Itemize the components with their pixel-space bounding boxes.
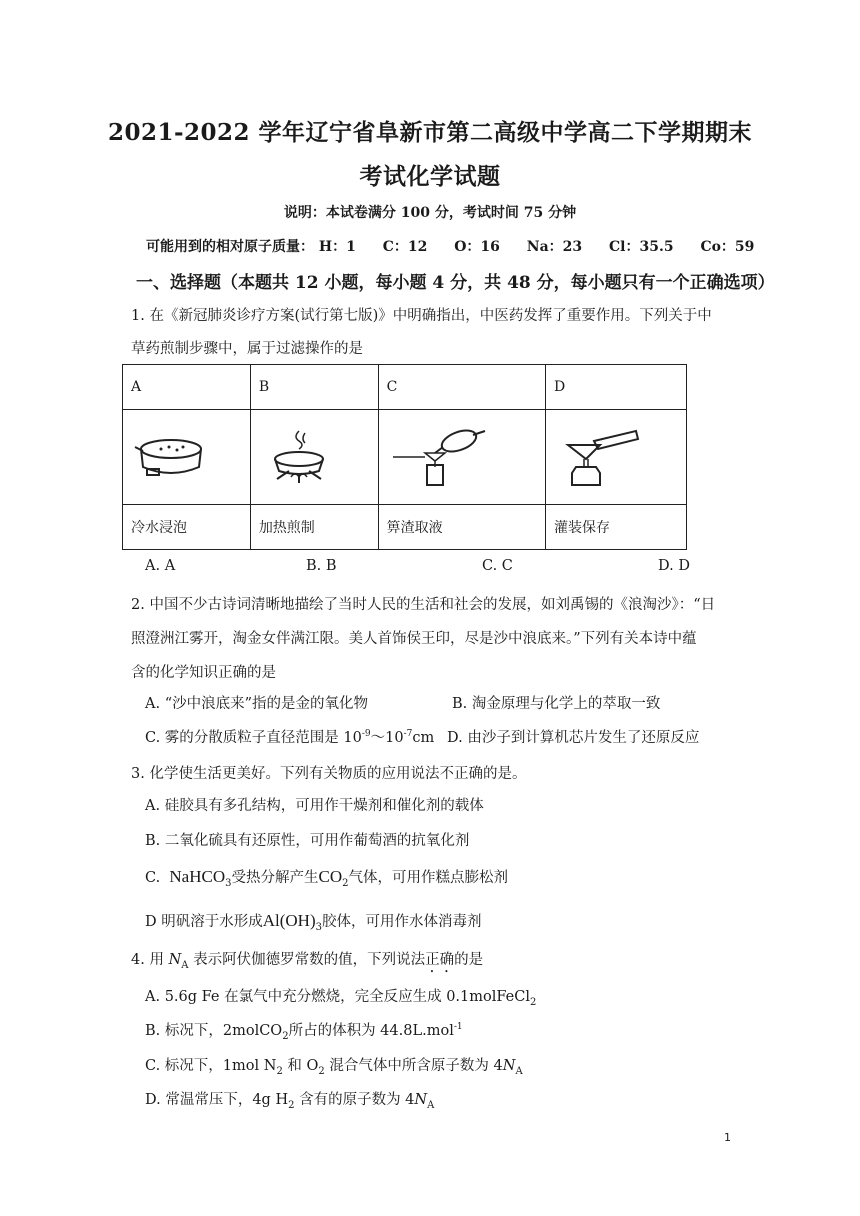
table-caption-cell: 灌装保存 <box>545 505 686 550</box>
q2-option-c-text: ～10 <box>370 730 404 746</box>
q2-option-c[interactable] <box>145 726 434 747</box>
table-image-cell <box>123 410 251 505</box>
table-header-cell: C <box>378 365 545 410</box>
q4-stem-text: 表示阿伏伽德罗常数的值，下列说法 <box>193 952 426 968</box>
q4-option-d-text: 含有的原子数为 4 <box>299 1092 415 1108</box>
q3-stem: 3. 化学使生活更美好。下列有关物质的应用说法不正确的是。 <box>131 766 527 782</box>
q3-option-a[interactable]: A. 硅胶具有多孔结构，可用作干燥剂和催化剂的载体 <box>145 798 484 814</box>
q2-option-b[interactable]: B. 淘金原理与化学上的萃取一致 <box>452 696 661 712</box>
q3-option-c-text: 受热分解产生 <box>231 870 319 886</box>
q1-stem-line2: 草药煎制步骤中，属于过滤操作的是 <box>131 341 363 357</box>
q4-stem-text: 4. 用 <box>131 952 164 968</box>
superscript: -1 <box>453 1022 463 1033</box>
subscript: 2 <box>529 996 537 1008</box>
superscript: -9 <box>361 729 371 740</box>
q1-choice-c[interactable]: C. C <box>482 558 513 574</box>
table-image-cell <box>378 410 545 505</box>
q1-options-table <box>122 364 687 550</box>
q4-option-c-text: 和 O <box>287 1058 319 1074</box>
q3-option-d-text: D 明矾溶于水形成 <box>145 914 263 930</box>
superscript: -7 <box>403 729 413 740</box>
subscript: A <box>427 1099 435 1111</box>
q3-option-c-label: C. <box>145 870 161 886</box>
q4-option-c-text: 混合气体中所含原子数为 4 <box>329 1058 503 1074</box>
table-image-cell <box>250 410 378 505</box>
filtering-icon <box>387 427 497 487</box>
exam-title-line1: 2021-2022 学年辽宁省阜新市第二高级中学高二下学期期末 <box>107 119 753 146</box>
page-number: 1 <box>724 1131 731 1144</box>
q2-stem-line1: 2. 中国不少古诗词清晰地描绘了当时人民的生活和社会的发展，如刘禹锡的《浪淘沙》：“日 <box>131 597 716 613</box>
q4-option-b-text: B. 标况下，2molCO <box>145 1023 283 1039</box>
heating-pot-icon <box>259 427 339 487</box>
section-heading: 一、选择题（本题共 12 小题，每小题 4 分，共 48 分，每小题只有一个正确选项） <box>136 273 775 293</box>
atomic-masses <box>146 236 776 256</box>
chem-formula: NaHCO <box>169 867 226 886</box>
subscript: 2 <box>318 1065 325 1077</box>
subscript: 2 <box>342 877 349 889</box>
q4-option-c[interactable] <box>145 1054 523 1077</box>
q4-option-b-text: 所占的体积为 44.8L.mol <box>288 1023 454 1039</box>
atomic-masses-label: 可能用到的相对原子质量： <box>146 239 314 255</box>
avogadro-symbol: N <box>168 952 182 968</box>
subscript: A <box>515 1065 523 1077</box>
atomic-mass-item: Na：23 <box>526 239 583 255</box>
q1-choice-b[interactable]: B. B <box>306 558 337 574</box>
atomic-mass-item: Cl：35.5 <box>609 239 674 255</box>
atomic-mass-item: Co：59 <box>700 239 755 255</box>
bottling-icon <box>554 427 644 487</box>
q2-option-d[interactable]: D. 由沙子到计算机芯片发生了还原反应 <box>447 730 700 746</box>
emphasis-text: 正确 <box>425 952 455 968</box>
q2-option-c-text: C. 雾的分散质粒子直径范围是 10 <box>145 730 362 746</box>
chem-formula: CO <box>318 867 343 886</box>
q3-option-d-text: 胶体，可用作水体消毒剂 <box>322 914 482 930</box>
table-header-cell: D <box>545 365 686 410</box>
q2-option-a[interactable]: A. “沙中浪底来”指的是金的氧化物 <box>145 696 369 712</box>
q2-stem-line3: 含的化学知识正确的是 <box>131 665 276 681</box>
exam-title-line2: 考试化学试题 <box>359 163 501 190</box>
subscript: 2 <box>282 1030 289 1042</box>
q3-option-c-text: 气体，可用作糕点膨松剂 <box>348 870 508 886</box>
table-image-cell <box>545 410 686 505</box>
subscript: 2 <box>288 1099 295 1111</box>
table-caption-cell: 加热煎制 <box>250 505 378 550</box>
avogadro-symbol: N <box>502 1058 516 1074</box>
q3-option-c[interactable] <box>145 866 508 889</box>
q4-option-a[interactable] <box>145 985 536 1008</box>
q4-stem <box>131 948 483 976</box>
q1-stem-line1: 1. 在《新冠肺炎诊疗方案(试行第七版)》中明确指出，中医药发挥了重要作用。下列关于中 <box>131 308 712 324</box>
table-caption-cell: 箅渣取液 <box>378 505 545 550</box>
table-header-cell: B <box>250 365 378 410</box>
q3-option-d[interactable] <box>145 910 482 933</box>
q4-option-d[interactable] <box>145 1088 434 1111</box>
q4-option-c-text: C. 标况下，1mol N <box>145 1058 277 1074</box>
subscript: 3 <box>225 877 232 889</box>
q2-stem-line2: 照澄洲江雾开，淘金女伴满江限。美人首饰侯王印，尽是沙中浪底来。”下列有关本诗中蕴 <box>131 631 697 647</box>
q1-choice-d[interactable]: D. D <box>658 558 690 574</box>
chem-formula: Al(OH) <box>262 911 316 930</box>
q4-stem-text: 的是 <box>454 952 484 968</box>
q2-option-c-text: cm <box>412 730 435 746</box>
atomic-mass-item: C：12 <box>382 239 428 255</box>
table-header-cell: A <box>123 365 251 410</box>
subscript: 2 <box>276 1065 283 1077</box>
table-caption-cell: 冷水浸泡 <box>123 505 251 550</box>
exam-note: 说明：本试卷满分 100 分，考试时间 75 分钟 <box>283 205 577 221</box>
q3-option-b[interactable]: B. 二氧化硫具有还原性，可用作葡萄酒的抗氧化剂 <box>145 833 470 849</box>
q1-choice-a[interactable]: A. A <box>145 558 176 574</box>
q4-option-d-text: D. 常温常压下，4g H <box>145 1092 289 1108</box>
subscript: A <box>181 959 189 971</box>
atomic-mass-item: O：16 <box>454 239 500 255</box>
q4-option-a-text: A. 5.6g Fe 在氯气中充分燃烧，完全反应生成 0.1molFeCl <box>145 989 530 1005</box>
atomic-mass-item: H：1 <box>318 239 356 255</box>
subscript: 3 <box>315 921 322 933</box>
soaking-pot-icon <box>131 427 211 487</box>
avogadro-symbol: N <box>414 1092 428 1108</box>
q4-option-b[interactable] <box>145 1019 463 1042</box>
